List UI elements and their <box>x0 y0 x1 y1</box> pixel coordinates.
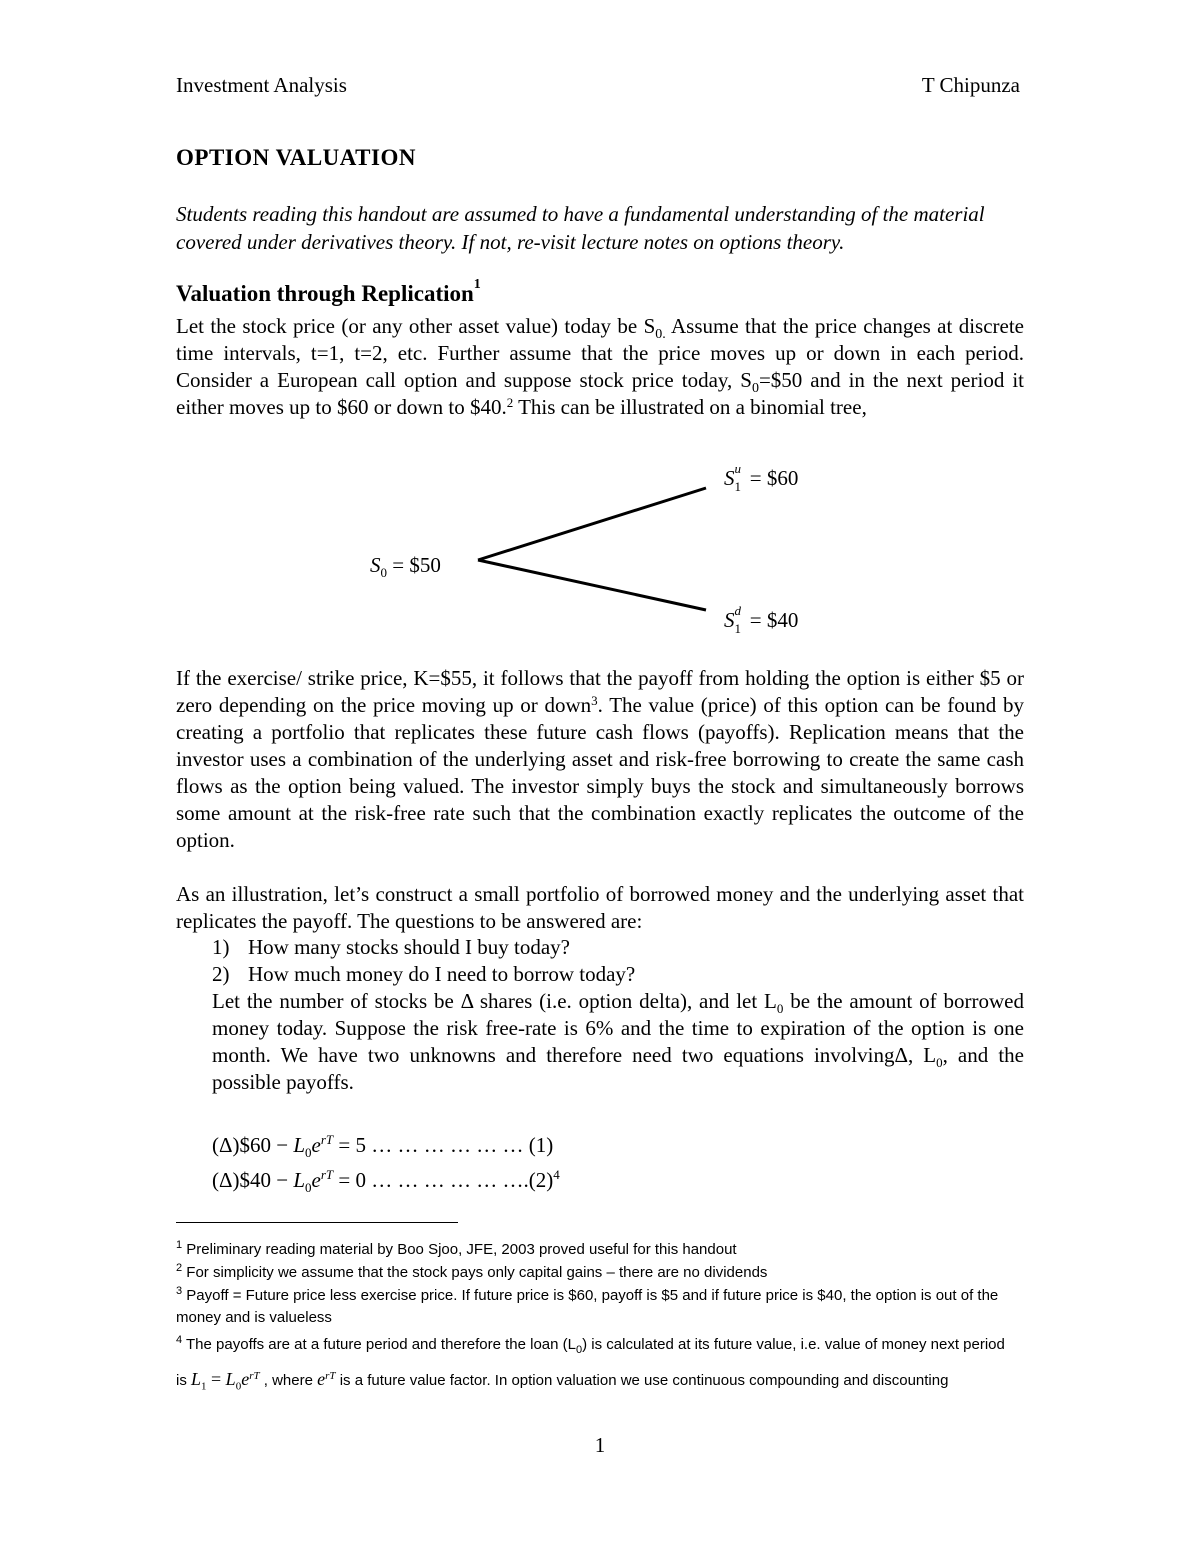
list-continuation: Let the number of stocks be Δ shares (i.e. option delta), and let $L_0$ be the amount of borrowed money today. Suppose the risk free-rate is 6% and the time to expiration of the option is one month. We have two unknowns and therefore need two equations involvingΔ, $L_0$, and the possible payoffs. <box>212 989 1024 1094</box>
tree-node-up: S u 1 = $60 <box>724 461 799 494</box>
header-course: Investment Analysis <box>176 73 347 97</box>
page-number: 1 <box>594 1433 606 1457</box>
list-item: 1) How many stocks should I buy today? <box>212 935 570 959</box>
tree-up-branch <box>478 488 706 560</box>
footnote-ref-3: 3 <box>591 693 598 708</box>
equation-1: (Δ)$60 − $L_0e^{rT} = 5$ … … … … … … (1) <box>212 1132 554 1161</box>
paragraph-replication: If the exercise/ strike price, K=$55, it follows that the payoff from holding the option is either $5 or zero depending on the price moving up or down$^3$. The value (price) of this option can be found by creating a portfolio that replicates these future cash flows (payoffs). Replication means that the investor uses a combination of the underlying asset and risk-free borrowing to create the same cash flows as the option being valued. The investor simply buys the stock and simultaneously borrows some amount at the risk-free rate such that the combination exactly replicates the outcome of the option. <box>176 666 1024 852</box>
question-list <box>176 934 1026 1096</box>
section-heading: Valuation through Replication$^1$ <box>176 277 481 306</box>
footnote-ref-4: 4 <box>553 1167 560 1182</box>
footnote-separator <box>176 1222 458 1223</box>
footnote-1: $^1$ Preliminary reading material by Boo Sjoo, JFE, 2003 proved useful for this handout <box>176 1239 737 1258</box>
footnote-3: $^3$ Payoff = Future price less exercise price. If future price is $60, payoff is $5 and if future price is $40, the option is out of the money and is valueless <box>176 1285 999 1326</box>
footnote-4: $^4$ The payoffs are at a future period and therefore the loan $(L_0)$ is calculated at its future value, i.e. value of money next period is $L_1 = L_0e^{rT}$ , where $e^{rT}$ is a future value factor. In option valuation we use continuous compounding and discounting <box>176 1334 1005 1393</box>
paragraph-illustration: As an illustration, let’s construct a small portfolio of borrowed money and the underlying asset that replicates the payoff. The questions to be answered are: <box>176 882 1024 933</box>
tree-node-down: S d 1 = $40 <box>724 603 799 636</box>
equation-2: (Δ)$40 − $L_0e^{rT} = 0$ … … … … … $\dots.(2)^4$ <box>212 1167 560 1196</box>
paragraph-intro: Let the stock price (or any other asset value) today be $S_{0.}$ Assume that the price changes at discrete time intervals, t=1, t=2, etc. Further assume that the price moves up or down in each period. Consider a European call option and suppose stock price today, $S_0=\$50$ and in the next period it either moves up to $60 or down to $40.$^2$ This can be illustrated on a binomial tree, <box>176 314 1024 419</box>
binomial-tree-diagram <box>470 480 720 630</box>
header-author: T Chipunza <box>921 73 1020 97</box>
footnote-ref-2: 2 <box>506 395 514 410</box>
footnote-2: $^2$ For simplicity we assume that the stock pays only capital gains – there are no dividends <box>176 1262 768 1281</box>
page-title: OPTION VALUATION <box>176 145 416 170</box>
intro-note: Students reading this handout are assumed to have a fundamental understanding of the material covered under derivatives theory. If not, re-visit lecture notes on options theory. <box>176 202 985 254</box>
tree-down-branch <box>478 560 706 610</box>
tree-node-s0: $S_0$ = $50 <box>370 553 441 581</box>
list-item: 2) How much money do I need to borrow today? <box>212 962 636 986</box>
footnote-ref-1: 1 <box>473 277 481 293</box>
